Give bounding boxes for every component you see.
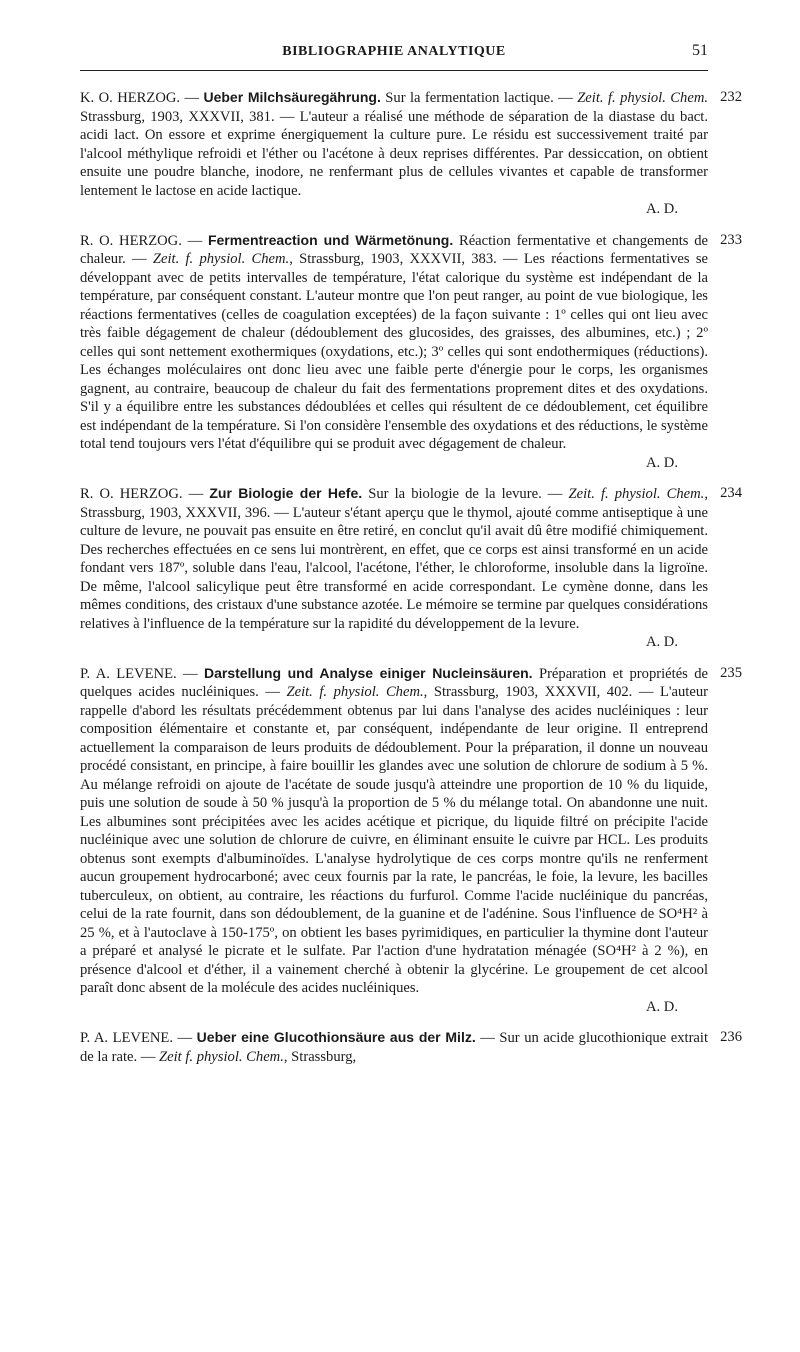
entry-title: Fermentreaction und Wärmetönung.: [207, 231, 454, 248]
entry-number: 234: [720, 485, 742, 501]
entry-title: Ueber eine Glucothionsäure aus der Milz.: [196, 1029, 476, 1045]
entry-235: [80, 664, 742, 1017]
entry-french-title: Réaction fermentative et changements de chaleur. —: [80, 232, 708, 267]
entry-number: 236: [720, 1029, 742, 1045]
entry-author: P. A. LEVENE. —: [80, 1030, 193, 1046]
entry-french-title: Préparation et propriétés de quelques acides nucléiniques. —: [80, 665, 708, 700]
page: [80, 30, 742, 1065]
entry-signature: A. D.: [645, 454, 678, 471]
entry-text: [80, 484, 742, 633]
entry-author: P. A. LEVENE. —: [80, 665, 198, 682]
entry-journal: Zeit. f. physiol. Chem.: [286, 684, 424, 700]
entry-author: R. O. HERZOG. —: [80, 486, 204, 502]
entry-236: [80, 1028, 742, 1066]
entry-journal: Zeit. f. physiol. Chem.: [152, 251, 290, 267]
entry-text: [80, 231, 742, 454]
entry-text: [80, 664, 742, 998]
entry-french-title: Sur la fermentation lactique. —: [380, 90, 578, 106]
entry-text: [80, 1028, 742, 1066]
entry-list: [80, 88, 742, 1078]
entry-body: , Strassburg, 1903, XXXVII, 383. — Les réactions fermentatives se développant avec de petits intervalles de température, l'état calorique du système est indépendant de la température, par conséquent constant. L'auteur montre que l'on peut ranger, au point de vue biologique, les réactions fermentatives (celles de coagulation exceptées) de la façon suivante : 1º celles qui ont lieu avec très faible dégagement de chaleur (dédoublement des glucosides, des graisses, des albumines, etc.) ; 2º celles qui sont nettement exothermiques (oxydations, etc.); 3º celles qui sont endothermiques (réductions). Les échanges moléculaires ont donc lieu avec une faible perte d'énergie pour le corps, les organismes gagnent, au contraire, beaucoup de chaleur du fait des fermentations proprement dites et des oxydations. S'il y a équilibre entre les substances dédoublées et celles qui résultent de ce dédoublement, cet équilibre est indépendant de la température. Si l'on considère l'ensemble des oxydations et des réductions, le système total tend toujours vers l'état d'équilibre qui se produit avec dégagement de chaleur.: [80, 251, 708, 452]
entry-author: R. O. HERZOG. —: [80, 232, 203, 249]
entry-journal: Zeit f. physiol. Chem.: [159, 1048, 284, 1065]
entry-number: 235: [720, 664, 742, 681]
entry-body: , Strassburg,: [283, 1048, 357, 1065]
entry-title: Darstellung und Analyse einiger Nucleinsäuren.: [204, 664, 533, 681]
entry-body: , Strassburg, 1903, XXXVII, 402. — L'auteur rappelle d'abord les résultats précédemment obtenus par lui dans l'analyse des acides nucléiniques : leur composition élémentaire et constante et, par conséquent, indépendante de leur origine. Il entreprend actuellement la comparaison de leurs produits de dédoublement. Pour la préparation, il donne un nouveau procédé consistant, en principe, à faire bouillir les glandes avec une solution de chlorure de sodium à 5 %. Au mélange refroidi on ajoute de l'acétate de soude jusqu'à atteindre une proportion de 10 % du liquide, puis une solution de soude à 50 % jusqu'à la proportion de 5 % du mélange total. On abandonne une nuit. Les albumines sont précipitées avec les acides acétique et picrique, du liquide filtré on précipite l'acide nucléinique avec une solution de chlorure de cuivre, en éliminant ensuite le cuivre par HCL. Les produits obtenus sont exempts d'albuminoïdes. L'analyse hydrolytique de ces corps montre qu'ils ne renferment aucun groupement hydrocarboné; avec ceux fournis par la rate, le pancréas, le foie, la levure, les bacilles tuberculeux, on obtient, au contraire, les réactions du furfurol. Comme l'acide nucléinique du pancréas, celui de la rate fournit, dans son dédoublement, de la guanine et de l'adénine. Sous l'influence de SO⁴H² à 25 %, et à l'autoclave à 150-175º, on obtient les bases pyrimidiques, en particulier la thymine dont l'auteur a préparé et analysé le picrate et le sulfate. Par l'action d'une hydratation ménagée (SO⁴H² à 2 %), en présence d'alcool et d'éther, il a vainement cherché à obtenir la glycérine. Le groupement de cet alcool paraît donc absent de la molécule des acides nucléiniques.: [80, 684, 708, 996]
entry-author: K. O. HERZOG. —: [80, 90, 200, 106]
entry-number: 233: [720, 231, 742, 248]
entry-body: Strassburg, 1903, XXXVII, 381. — L'auteur a réalisé une méthode de séparation de la diastase du bact. acidi lact. On essore et exprime énergiquement la culture pure. Le résidu est successivement traité par l'alcool méthylique refroidi et l'éther ou l'acétone à deux reprises différentes. Par dessiccation, on obtient ensuite une poudre blanche, inodore, ne renfermant plus de cellules vivantes et capable de transformer lentement le lactose en acide lactique.: [80, 108, 708, 199]
entry-title: Ueber Milchsäuregährung.: [203, 89, 381, 105]
entry-number: 232: [720, 89, 742, 105]
entry-journal: Zeit. f. physiol. Chem.: [577, 90, 709, 106]
entry-title: Zur Biologie der Hefe.: [209, 485, 363, 501]
entry-french-title: — Sur un acide glucothionique extrait de la rate. —: [80, 1030, 709, 1065]
entry-journal: Zeit. f. physiol. Chem.: [568, 486, 705, 502]
page-number: 51: [692, 42, 708, 59]
entry-signature: A. D.: [645, 201, 678, 217]
entry-signature: A. D.: [645, 998, 678, 1015]
header-rule: [80, 70, 708, 71]
entry-234: [80, 484, 742, 652]
header-title: BIBLIOGRAPHIE ANALYTIQUE: [282, 44, 506, 59]
entry-232: [80, 88, 742, 219]
entry-french-title: Sur la biologie de la levure. —: [362, 486, 569, 502]
entry-text: [80, 88, 742, 200]
entry-body: , Strassburg, 1903, XXXVII, 396. — L'auteur s'étant aperçu que le thymol, ajouté comme antiseptique à une culture de levure, ne pouvait pas ensuite en être retiré, en conclut qu'il avait dû être modifié chimiquement. Des recherches effectuées en ce sens lui montrèrent, en effet, que ce corps est ainsi transformé en un acide fondant vers 187º, soluble dans l'eau, l'alcool, l'acétone, l'éther, le chloroforme, insoluble dans la ligroïne. De même, l'alcool salicylique peut être transformé en acide correspondant. Le cymène donne, dans les mêmes conditions, des cristaux d'une substance azotée. Le mémoire se termine par quelques considérations relatives à l'influence de la température sur la rapidité du développement de la levure.: [80, 486, 708, 632]
entry-233: [80, 231, 742, 473]
running-header: [80, 30, 708, 70]
entry-signature: A. D.: [645, 634, 678, 650]
